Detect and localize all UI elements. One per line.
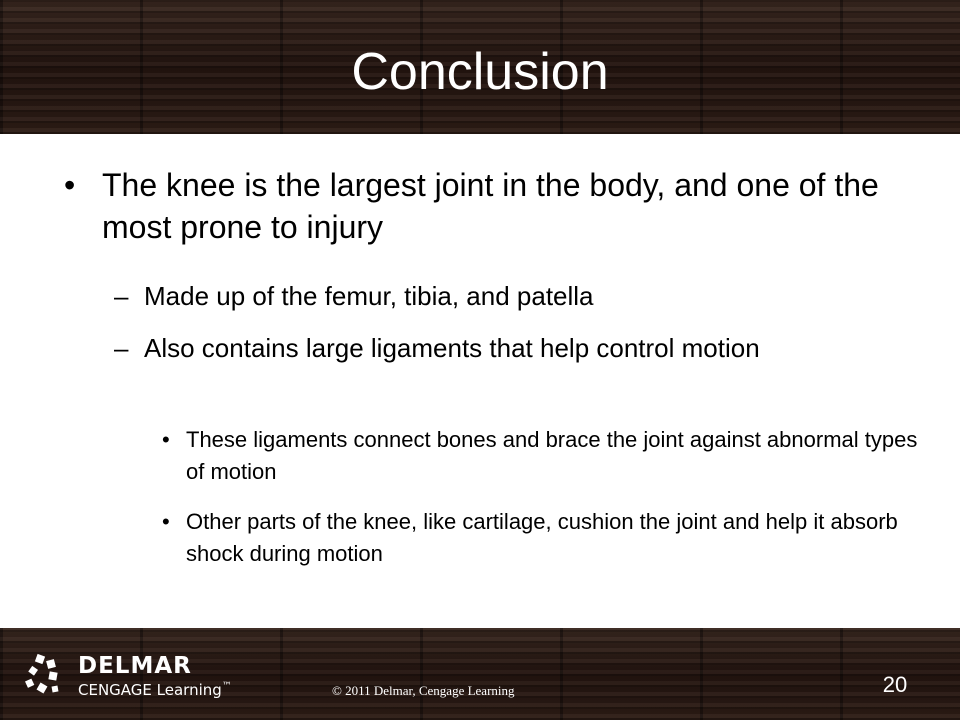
title-bar: [0, 0, 960, 134]
dash-marker: –: [114, 281, 129, 311]
bullet-text: Made up of the femur, tibia, and patella: [144, 281, 594, 311]
bullet-level3: [162, 424, 922, 488]
brand-subtitle: [78, 681, 232, 699]
bullet-text: Also contains large ligaments that help control motion: [144, 333, 760, 363]
bullet-text: These ligaments connect bones and brace the joint against abnormal types of motion: [186, 427, 918, 484]
trademark-mark: ™: [221, 681, 232, 692]
bullet-level1: [64, 164, 924, 248]
dash-marker: –: [114, 333, 129, 363]
bullet-text: Other parts of the knee, like cartilage, cushion the joint and help it absorb shock during motion: [186, 509, 898, 566]
page-number: 20: [882, 672, 908, 697]
bullet-text: The knee is the largest joint in the body, and one of the most prone to injury: [102, 167, 879, 245]
copyright-notice: © 2011 Delmar, Cengage Learning: [332, 683, 515, 698]
bullet-level2: [114, 278, 924, 314]
bullet-marker: •: [162, 509, 170, 534]
bullet-level3: [162, 506, 922, 570]
brand-subtitle-text: CENGAGE Learning: [78, 681, 222, 699]
slide-title: Conclusion: [351, 43, 609, 101]
bullet-marker: •: [64, 167, 76, 203]
bullet-level2: [114, 330, 924, 366]
bullet-marker: •: [162, 427, 170, 452]
brand-name: DELMAR: [78, 653, 192, 679]
